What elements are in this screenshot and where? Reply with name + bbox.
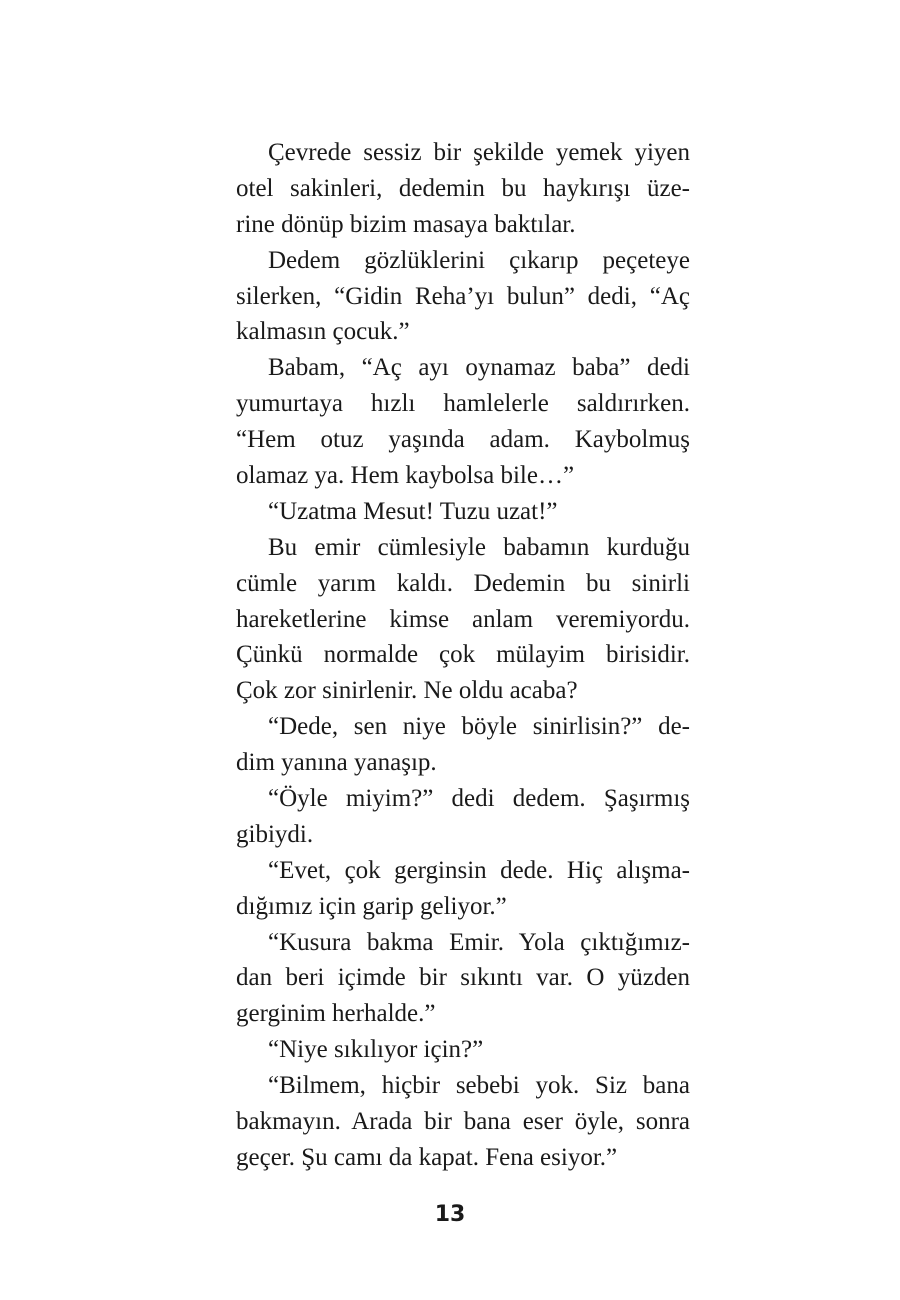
text-line: Bu emir cümlesiyle babamın kurduğu xyxy=(268,533,690,561)
text-line: cümle yarım kaldı. Dedemin bu sinirli xyxy=(236,569,690,597)
text-line: Çünkü normalde çok mülayim birisidir. xyxy=(236,641,690,669)
text-line: “Bilmem, hiçbir sebebi yok. Siz bana xyxy=(268,1072,690,1100)
text-line: Çevrede sessiz bir şekilde yemek yiyen xyxy=(268,139,690,166)
text-line: dan beri içimde bir sıkıntı var. O yüzden xyxy=(236,964,690,992)
text-line: olamaz ya. Hem kaybolsa bile…” xyxy=(236,462,575,490)
text-line: “Niye sıkılıyor için?” xyxy=(268,1036,484,1064)
text-line: rine dönüp bizim masaya baktılar. xyxy=(236,210,576,238)
text-line: geçer. Şu camı da kapat. Fena esiyor.” xyxy=(236,1143,618,1171)
text-line: kalmasın çocuk.” xyxy=(236,318,410,346)
text-line: Dedem gözlüklerini çıkarıp peçeteye xyxy=(268,246,690,274)
text-line: “Öyle miyim?” dedi dedem. Şaşırmış xyxy=(268,785,690,813)
text-line: “Evet, çok gerginsin dede. Hiç alışma- xyxy=(268,856,690,884)
body-text xyxy=(236,135,690,1176)
text-line: otel sakinleri, dedemin bu haykırışı üze- xyxy=(236,174,690,202)
text-line: “Hem otuz yaşında adam. Kaybolmuş xyxy=(236,426,690,454)
text-line: “Dede, sen niye böyle sinirlisin?” de- xyxy=(268,713,690,741)
text-line: Babam, “Aç ayı oynamaz baba” dedi xyxy=(268,354,690,382)
text-line: silerken, “Gidin Reha’yı bulun” dedi, “Aç xyxy=(236,282,690,310)
page-number: 13 xyxy=(434,1202,466,1227)
text-line: dim yanına yanaşıp. xyxy=(236,749,437,777)
text-line: hareketlerine kimse anlam veremiyordu. xyxy=(236,605,690,633)
text-line: gerginim herhalde.” xyxy=(236,1000,436,1028)
text-line: “Kusura bakma Emir. Yola çıktığımız- xyxy=(268,928,690,956)
text-line: gibiydi. xyxy=(236,820,314,848)
text-line: yumurtaya hızlı hamlelerle saldırırken. xyxy=(236,390,690,418)
text-line: “Uzatma Mesut! Tuzu uzat!” xyxy=(268,497,558,525)
text-line: Çok zor sinirlenir. Ne oldu acaba? xyxy=(236,677,578,705)
text-line: bakmayın. Arada bir bana eser öyle, sonra xyxy=(236,1108,690,1136)
text-line: dığımız için garip geliyor.” xyxy=(236,892,507,920)
